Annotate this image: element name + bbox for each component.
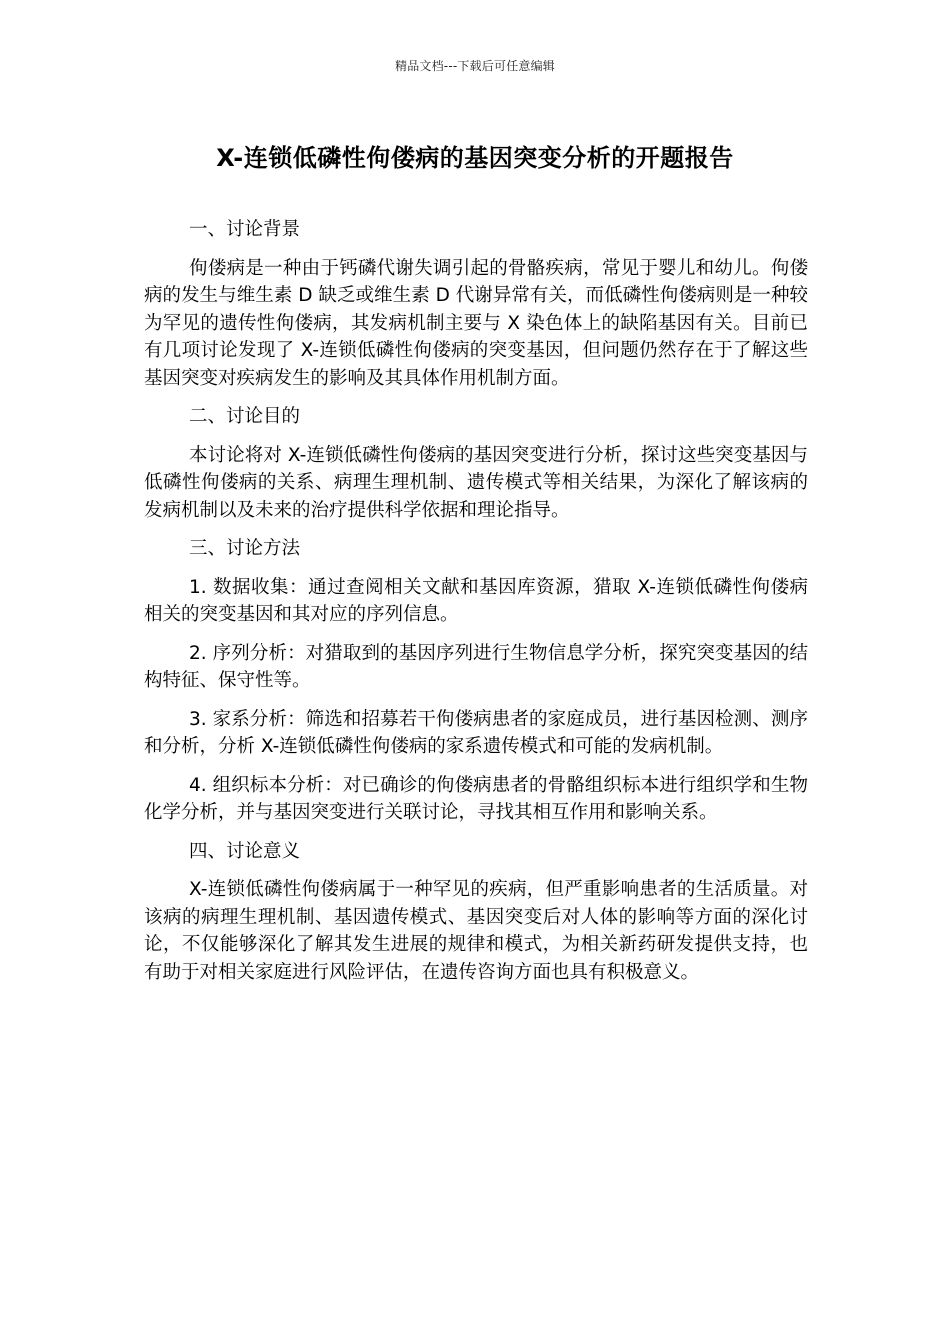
section-heading-purpose: 二、讨论目的 xyxy=(189,406,301,427)
section-heading-methods: 三、讨论方法 xyxy=(189,538,301,559)
method-family-analysis: 3. 家系分析：筛选和招募若干佝偻病患者的家庭成员，进行基因检测、测序和分析，分析 X-连锁低磷性佝偻病的家系遗传模式和可能的发病机制。 xyxy=(144,708,808,757)
document-body xyxy=(144,216,808,997)
section-heading-significance: 四、讨论意义 xyxy=(189,840,301,862)
significance-paragraph: X-连锁低磷性佝偻病属于一种罕见的疾病，但严重影响患者的生活质量。对该病的病理生理机制、基因遗传模式、基因突变后对人体的影响等方面的深化讨论，不仅能够深化了解其发生进展的规律和模式，为相关新药研发提供支持，也有助于对相关家庭进行风险评估，在遗传咨询方面也具有积极意义。 xyxy=(144,879,808,983)
method-data-collection: 1. 数据收集：通过查阅相关文献和基因库资源，猎取 X-连锁低磷性佝偻病相关的突变基因和其对应的序列信息。 xyxy=(144,576,808,625)
purpose-paragraph: 本讨论将对 X-连锁低磷性佝偻病的基因突变进行分析，探讨这些突变基因与低磷性佝偻病的关系、病理生理机制、遗传模式等相关结果，为深化了解该病的发病机制以及未来的治疗提供科学依据和理论指导。 xyxy=(144,444,808,521)
document-title: X-连锁低磷性佝偻病的基因突变分析的开题报告 xyxy=(216,144,734,172)
method-tissue-analysis: 4. 组织标本分析：对已确诊的佝偻病患者的骨骼组织标本进行组织学和生物化学分析，并与基因突变进行关联讨论，寻找其相互作用和影响关系。 xyxy=(144,774,808,823)
page-header: 精品文档---下载后可任意编辑 xyxy=(395,59,555,73)
section-heading-background: 一、讨论背景 xyxy=(189,219,301,240)
background-paragraph: 佝偻病是一种由于钙磷代谢失调引起的骨骼疾病，常见于婴儿和幼儿。佝偻病的发生与维生素 D 缺乏或维生素 D 代谢异常有关，而低磷性佝偻病则是一种较为罕见的遗传性佝偻病，其发病机制主要与 X 染色体上的缺陷基因有关。目前已有几项讨论发现了 X-连锁低磷性佝偻病的突变基因，但问题仍然存在于了解这些基因突变对疾病发生的影响及其具体作用机制方面。 xyxy=(144,257,808,389)
method-sequence-analysis: 2. 序列分析：对猎取到的基因序列进行生物信息学分析，探究突变基因的结构特征、保守性等。 xyxy=(144,642,808,691)
